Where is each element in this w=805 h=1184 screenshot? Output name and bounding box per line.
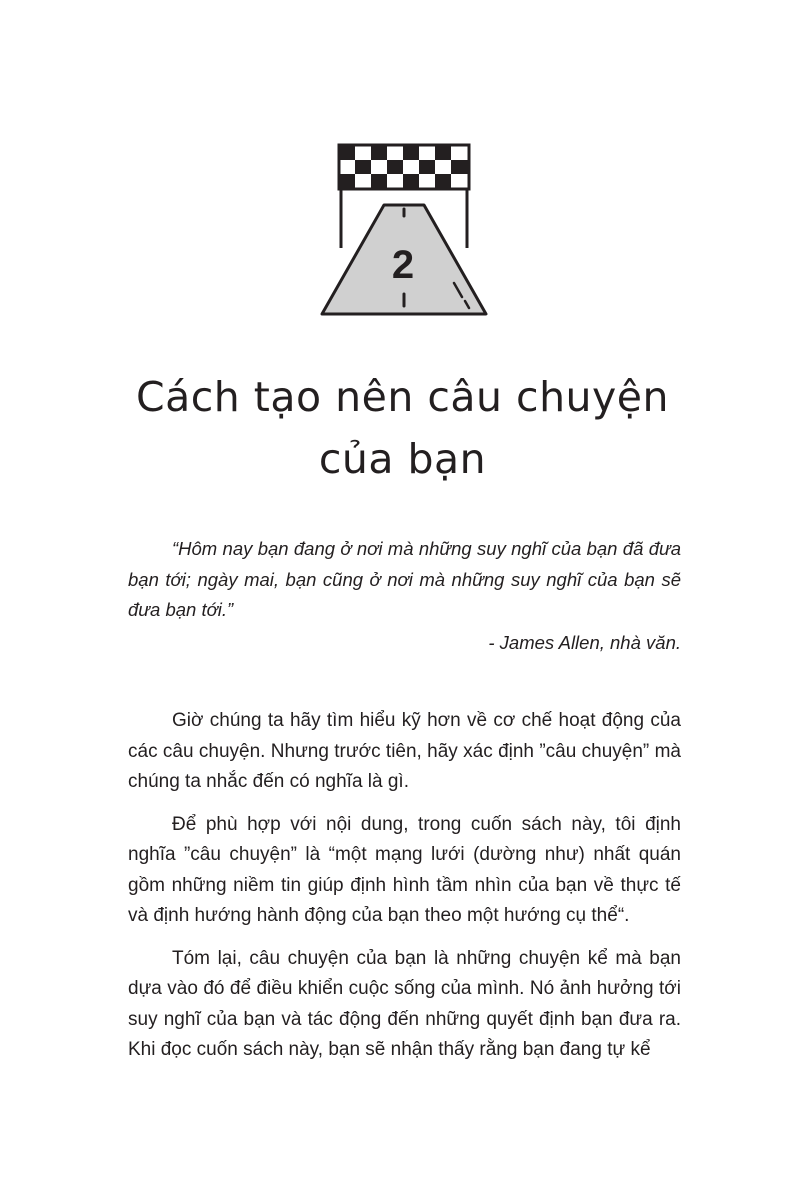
chapter-number: 2 [391,243,415,287]
epigraph-author: - James Allen, nhà văn. [488,632,681,653]
paragraph: Giờ chúng ta hãy tìm hiểu kỹ hơn về cơ chế hoạt động của các câu chuyện. Nhưng trước tiên, hãy xác định ”câu chuyện” mà chúng ta nhắc đến có nghĩa là gì. [128,710,681,792]
chapter-emblem [310,138,496,320]
paragraph: Để phù hợp với nội dung, trong cuốn sách này, tôi định nghĩa ”câu chuyện” là “một mạng lưới (dường như) nhất quán gồm những niềm tin giúp định hình tầm nhìn của bạn về thực tế và định hướng hành động của bạn theo một hướng cụ thể“. [128,813,681,926]
body-text [128,706,681,1078]
epigraph-quote: “Hôm nay bạn đang ở nơi mà những suy nghĩ của bạn đã đưa bạn tới; ngày mai, bạn cũng ở nơi mà những suy nghĩ của bạn sẽ đưa bạn tới.” [128,538,681,620]
chapter-title [0,366,805,490]
chapter-title-line: Cách tạo nên câu chuyện [135,373,670,421]
paragraph: Tóm lại, câu chuyện của bạn là những chuyện kể mà bạn dựa vào đó để điều khiển cuộc sống của mình. Nó ảnh hưởng tới suy nghĩ của bạn và tác động đến những quyết định bạn đưa ra. Khi đọc cuốn sách này, bạn sẽ nhận thấy rằng bạn đang tự kể [128,947,681,1060]
chapter-title-line: của bạn [318,435,487,483]
